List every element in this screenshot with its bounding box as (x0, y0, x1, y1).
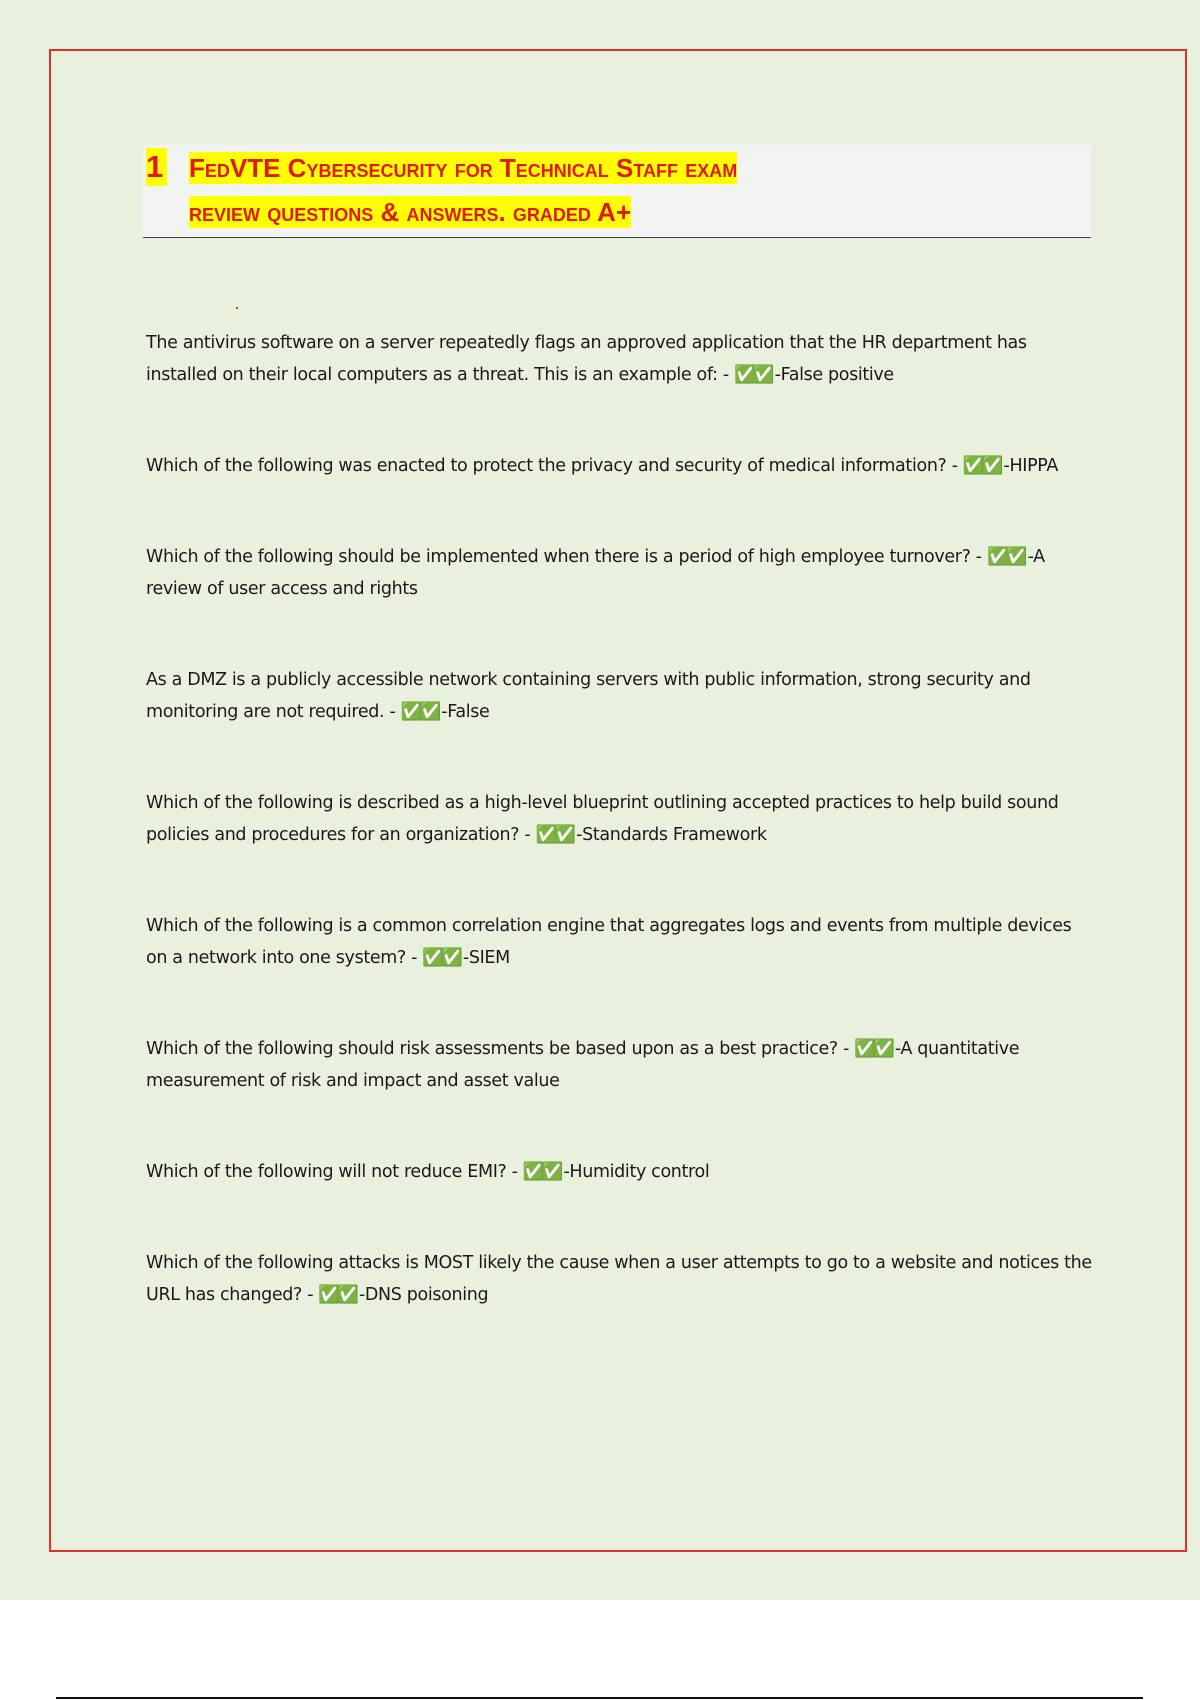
check-icon: ✅✅ (400, 702, 439, 722)
qa-item (146, 787, 1096, 851)
check-icon: ✅✅ (986, 547, 1025, 567)
title-line-2: review questions & answers. graded A+ (189, 197, 632, 227)
answer-text: -DNS poisoning (358, 1285, 489, 1305)
answer-text: -HIPPA (1003, 456, 1058, 476)
qa-item (146, 910, 1096, 974)
question-text: As a DMZ is a publicly accessible network containing servers with public information, strong security and monitoring are not required. - (146, 670, 1031, 722)
question-text: The antivirus software on a server repeatedly flags an approved application that the HR department has installed on their local computers as a threat. This is an example of: - (146, 333, 1027, 385)
check-icon: ✅✅ (962, 456, 1001, 476)
answer-text: -Standards Framework (576, 825, 767, 845)
title-line-1: FedVTE Cybersecurity for Technical Staff exam (189, 153, 738, 183)
answer-text: -SIEM (462, 948, 510, 968)
question-text: Which of the following is a common correlation engine that aggregates logs and events from multiple devices on a network into one system? - (146, 916, 1072, 968)
question-text: Which of the following will not reduce EMI? - (146, 1162, 518, 1182)
question-text: Which of the following was enacted to protect the privacy and security of medical information? - (146, 456, 958, 476)
qa-item (146, 664, 1096, 728)
question-text: Which of the following should risk assessments be based upon as a best practice? - (146, 1039, 850, 1059)
check-icon: ✅✅ (422, 948, 460, 968)
page-title (189, 146, 1049, 234)
heading-number: 1 (146, 148, 167, 186)
red-dot-mark (236, 307, 238, 309)
qa-item (146, 1247, 1096, 1311)
qa-item (146, 327, 1096, 391)
answer-text: -False (441, 702, 490, 722)
answer-text: -A review of user access and rights (146, 547, 1045, 599)
check-icon: ✅✅ (854, 1039, 892, 1059)
qa-item (146, 450, 1096, 482)
answer-text: -A quantitative measurement of risk and impact and asset value (146, 1039, 1020, 1091)
qa-item (146, 541, 1096, 605)
answer-text: -Humidity control (563, 1162, 710, 1182)
question-text: Which of the following should be implemented when there is a period of high employee turnover? - (146, 547, 982, 567)
check-icon: ✅✅ (535, 825, 574, 845)
answer-text: -False positive (774, 365, 894, 385)
check-icon: ✅✅ (522, 1162, 561, 1182)
qa-list (146, 327, 1096, 1311)
qa-item (146, 1033, 1096, 1097)
check-icon: ✅✅ (318, 1285, 356, 1305)
qa-item (146, 1156, 1096, 1188)
check-icon: ✅✅ (734, 365, 772, 385)
question-text: Which of the following is described as a high-level blueprint outlining accepted practices to help build sound policies and procedures for an organization? - (146, 793, 1059, 845)
footer-divider (56, 1697, 1143, 1699)
question-text: Which of the following attacks is MOST likely the cause when a user attempts to go to a website and notices the URL has changed? - (146, 1253, 1092, 1305)
